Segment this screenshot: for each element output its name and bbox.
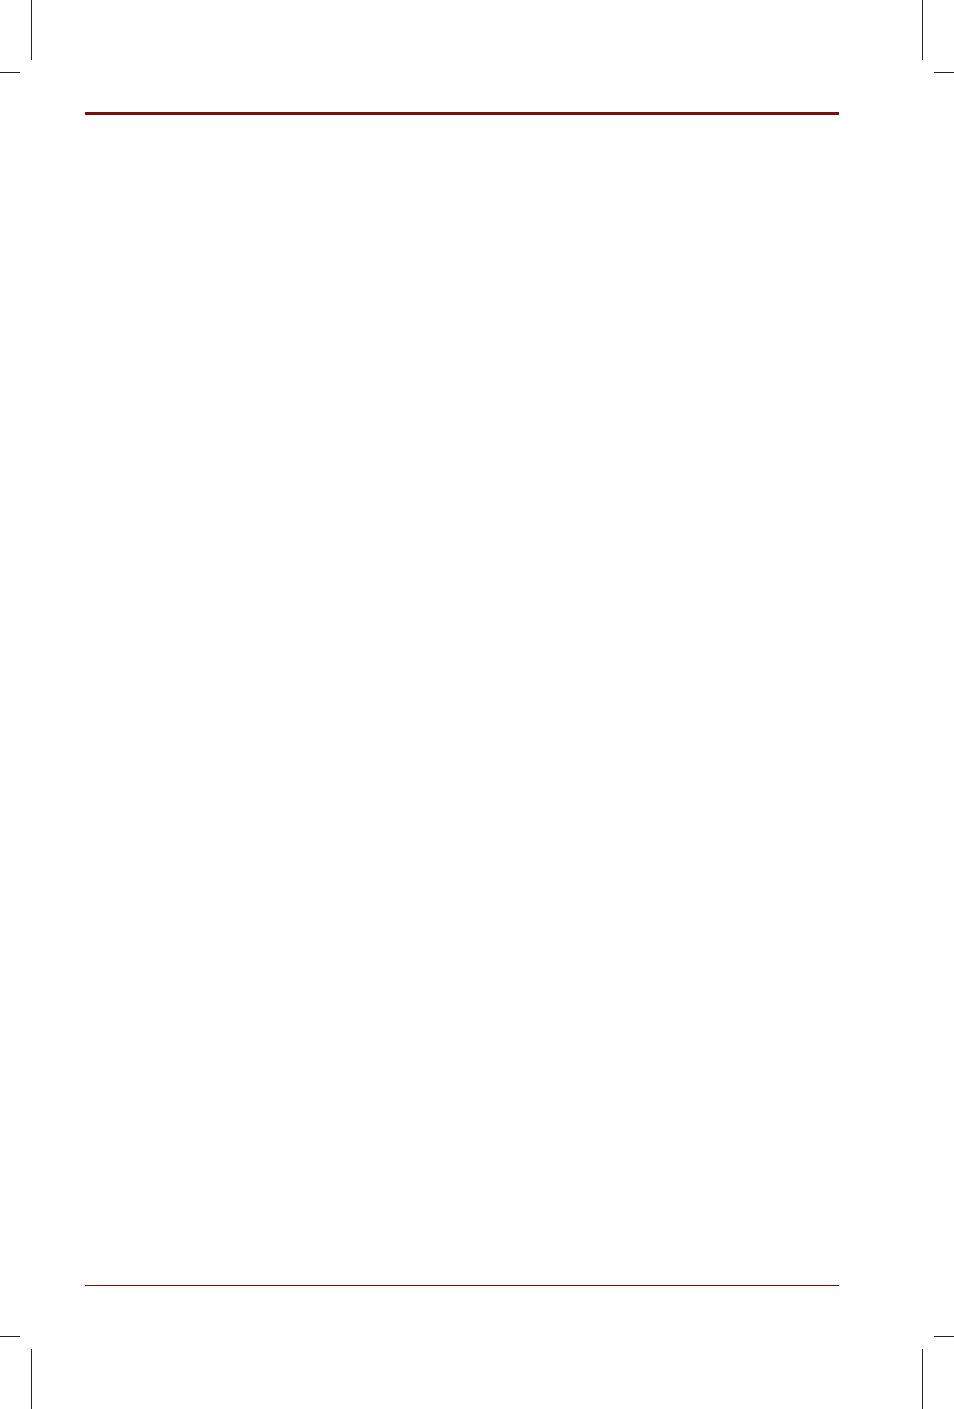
crop-mark (31, 0, 32, 60)
footer-rule (85, 1285, 839, 1286)
crop-mark (0, 1336, 20, 1337)
section-body (206, 411, 846, 417)
crop-mark (922, 1349, 923, 1409)
header-rule (85, 112, 839, 115)
crop-mark (934, 1336, 954, 1337)
crop-mark (922, 0, 923, 60)
crop-mark (0, 72, 20, 73)
crop-mark (934, 72, 954, 73)
crop-mark (31, 1349, 32, 1409)
